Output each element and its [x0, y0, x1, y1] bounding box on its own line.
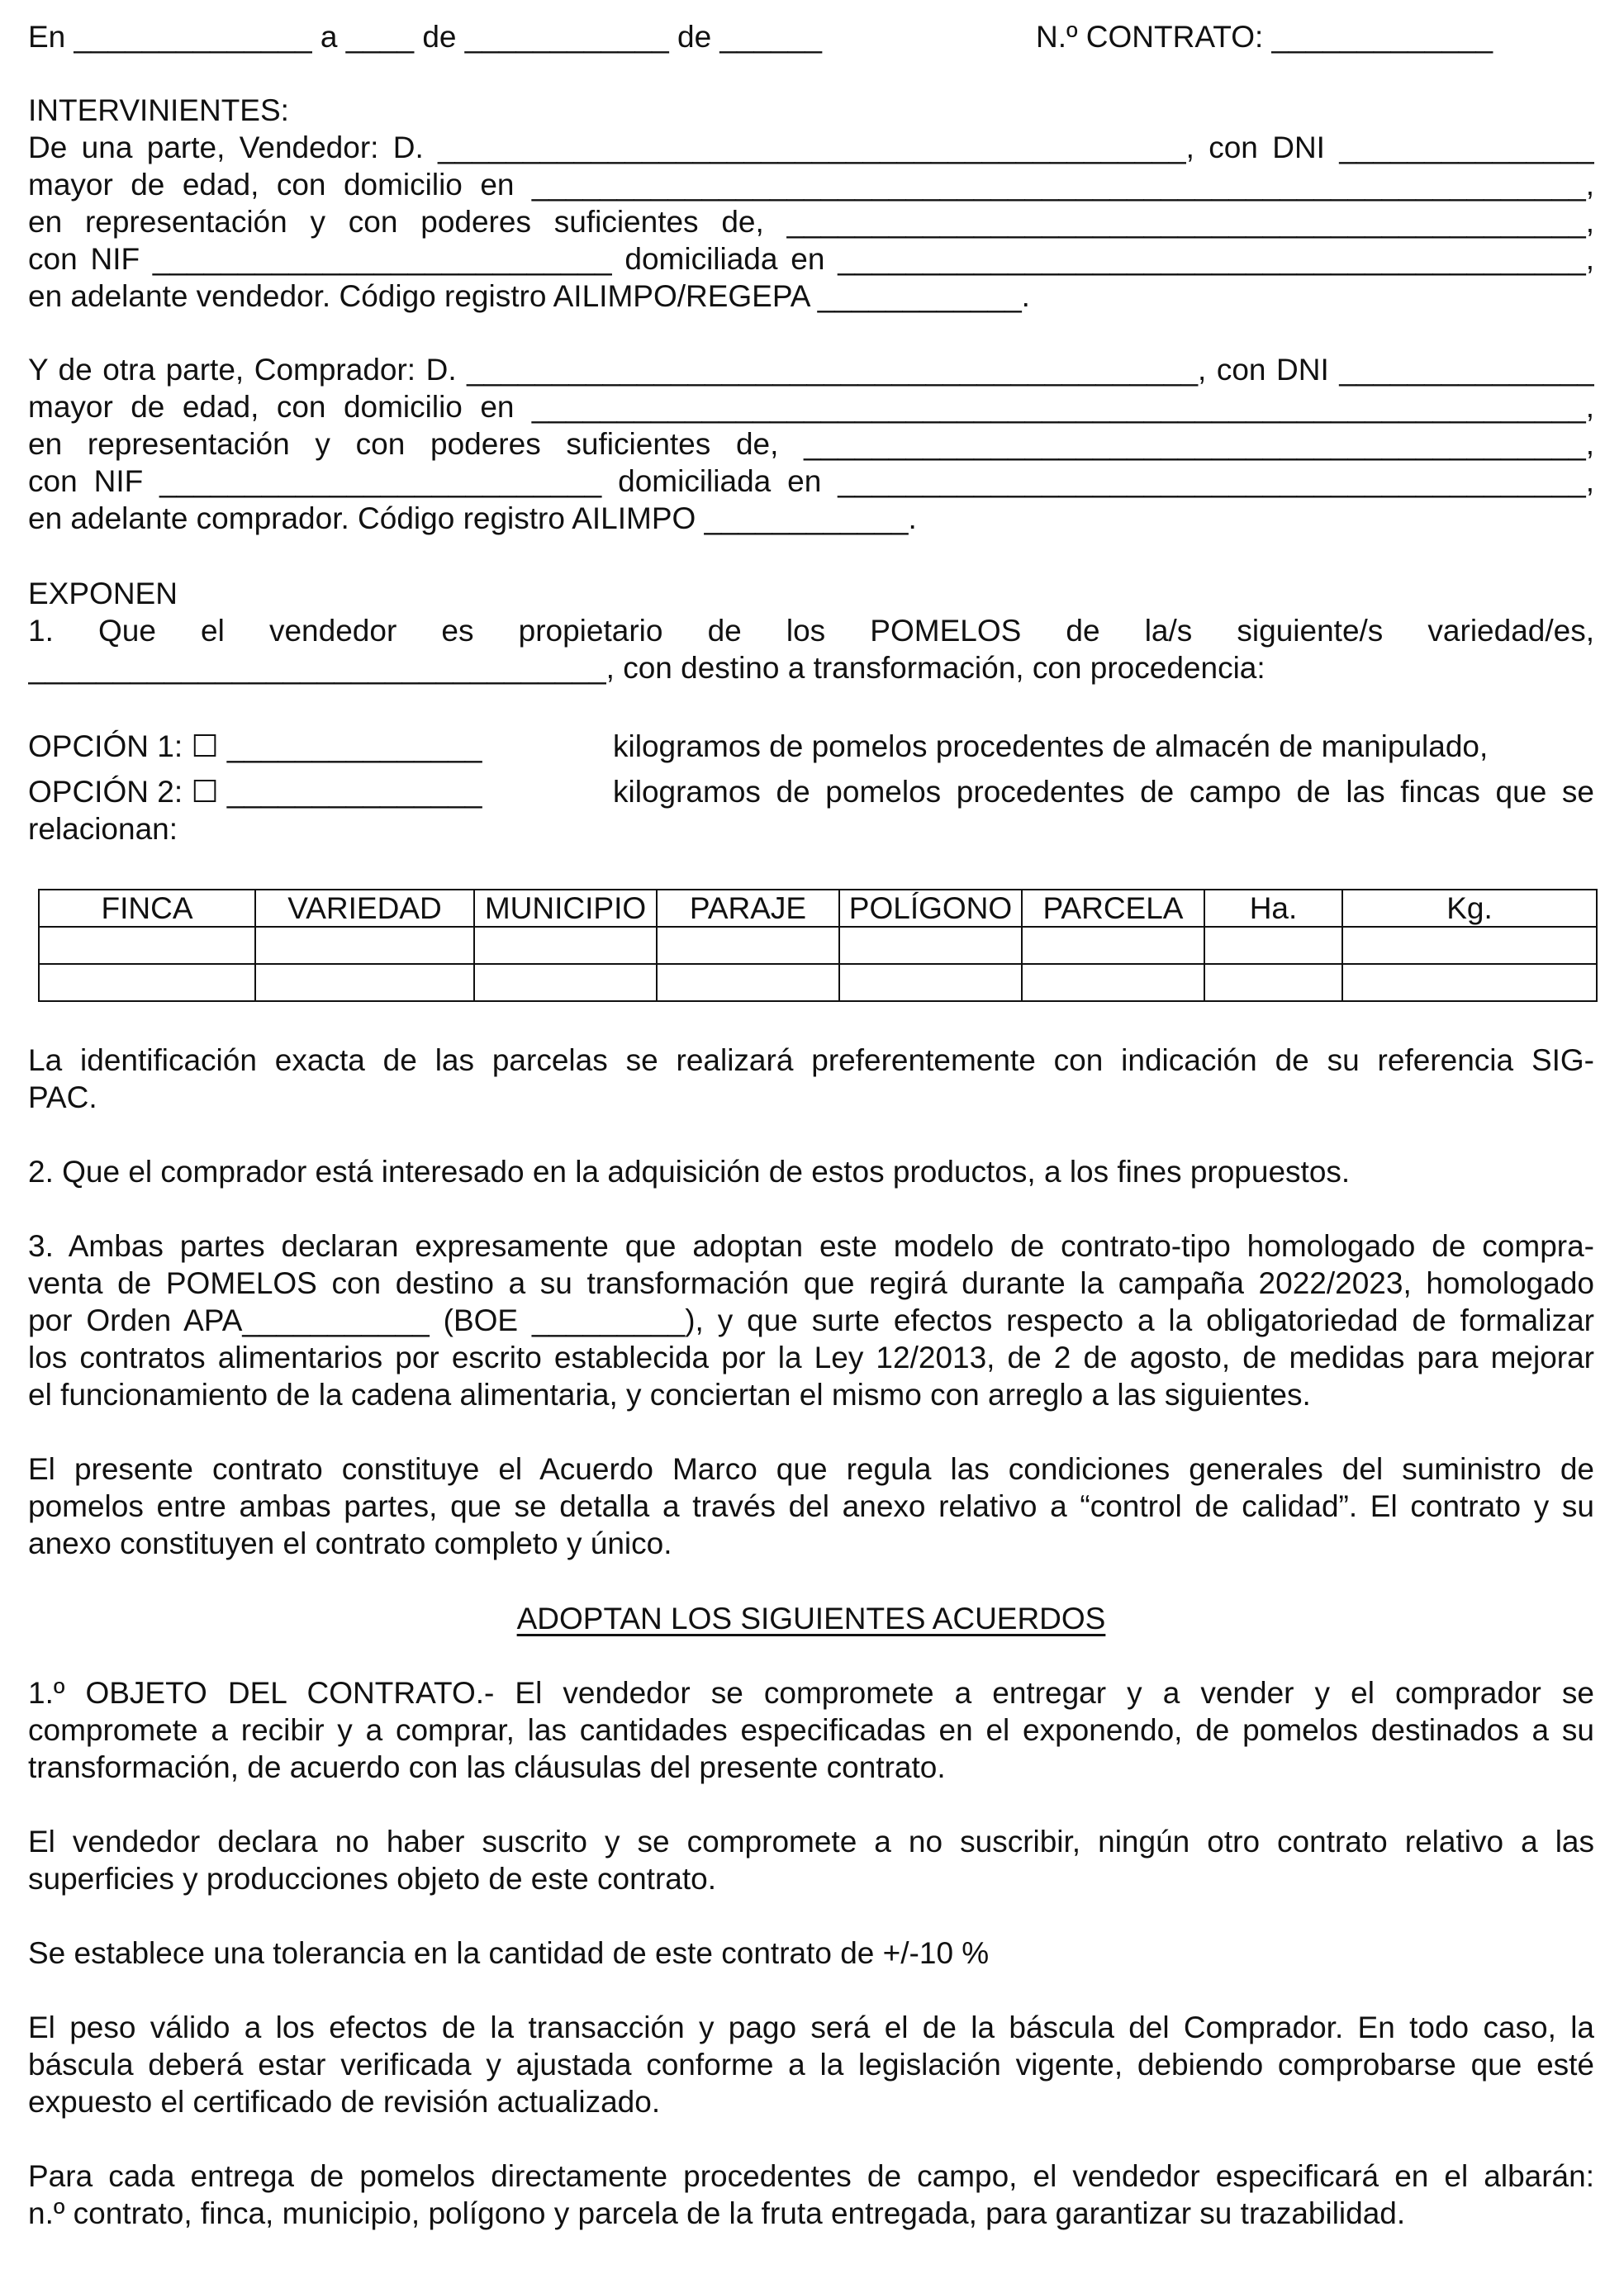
acuerdo-marco-paragraph: anexo constituyen el contrato completo y único. — [28, 1526, 672, 1560]
table-cell — [39, 964, 255, 1001]
objeto-paragraph: compromete a recibir y a comprar, las cantidades especificadas en el exponendo, de pomelos destinados a su — [28, 1713, 1594, 1747]
parcels-table — [38, 889, 1598, 1002]
table-header-cell: PARCELA — [1022, 890, 1204, 927]
peso-paragraph: El peso válido a los efectos de la transacción y pago será el de la báscula del Comprador. En todo caso, la — [28, 2011, 1594, 2044]
objeto-paragraph: transformación, de acuerdo con las cláusulas del presente contrato. — [28, 1750, 946, 1784]
exponen-item3: los contratos alimentarios por escrito establecida por la Ley 12/2013, de 2 de agosto, de medidas para mejorar — [28, 1341, 1594, 1374]
table-header-cell: FINCA — [39, 890, 255, 927]
exponen-item2: 2. Que el comprador está interesado en la adquisición de estos productos, a los fines propuestos. — [28, 1155, 1351, 1189]
table-cell — [39, 927, 255, 964]
table-cell — [839, 964, 1022, 1001]
exponen-item1: __________________________________, con destino a transformación, con procedencia: — [28, 651, 1265, 685]
table-header-cell: POLÍGONO — [839, 890, 1022, 927]
option2-label: OPCIÓN 2: ☐ _______________ — [28, 775, 482, 809]
exponen-title: EXPONEN — [28, 577, 178, 610]
peso-paragraph: báscula deberá estar verificada y ajustada conforme a la legislación vigente, debiendo comprobarse que esté — [28, 2048, 1594, 2082]
exponen-item3: venta de POMELOS con destino a su transformación que regirá durante la campaña 2022/2023, homologado — [28, 1266, 1594, 1300]
date-line: En ______________ a ____ de ____________ de ______ — [28, 20, 822, 54]
option1-text: kilogramos de pomelos procedentes de almacén de manipulado, — [613, 729, 1489, 763]
table-cell — [255, 964, 474, 1001]
table-header-cell: MUNICIPIO — [474, 890, 657, 927]
table-cell — [1204, 927, 1342, 964]
option1-label: OPCIÓN 1: ☐ _______________ — [28, 729, 482, 763]
peso-paragraph: expuesto el certificado de revisión actualizado. — [28, 2085, 661, 2119]
vendedor-line: con NIF ___________________________ domiciliada en ____________________________________________, — [28, 242, 1594, 276]
table-header-cell: Ha. — [1204, 890, 1342, 927]
sigpac-paragraph: PAC. — [28, 1080, 97, 1114]
comprador-line: Y de otra parte, Comprador: D. ___________________________________________, con DNI _______________ — [28, 353, 1594, 387]
table-cell — [1022, 927, 1204, 964]
tolerancia-paragraph: Se establece una tolerancia en la cantidad de este contrato de +/-10 % — [28, 1936, 990, 1970]
table-row — [39, 964, 1597, 1001]
entrega-paragraph: Para cada entrega de pomelos directamente procedentes de campo, el vendedor especificará en el albarán: — [28, 2159, 1594, 2193]
vendedor-line: en representación y con poderes suficientes de, _______________________________________________, — [28, 205, 1594, 239]
sigpac-paragraph: La identificación exacta de las parcelas se realizará preferentemente con indicación de su referencia SIG- — [28, 1043, 1594, 1077]
table-cell — [839, 927, 1022, 964]
table-cell — [474, 927, 657, 964]
table-cell — [657, 927, 839, 964]
table-cell — [1022, 964, 1204, 1001]
objeto-paragraph: 1.º OBJETO DEL CONTRATO.- El vendedor se compromete a entregar y a vender y el comprador se — [28, 1676, 1594, 1710]
option2-continuation: relacionan: — [28, 812, 178, 846]
table-cell — [1342, 964, 1597, 1001]
intervinientes-title: INTERVINIENTES: — [28, 93, 289, 127]
table-row — [39, 927, 1597, 964]
entrega-paragraph: n.º contrato, finca, municipio, polígono y parcela de la fruta entregada, para garantizar su trazabilidad. — [28, 2196, 1406, 2230]
table-cell — [1204, 964, 1342, 1001]
option2-text: kilogramos de pomelos procedentes de campo de las fincas que se — [613, 775, 1594, 809]
exponen-item3: el funcionamiento de la cadena alimentaria, y conciertan el mismo con arreglo a las siguientes. — [28, 1378, 1311, 1412]
acuerdos-heading-text: ADOPTAN LOS SIGUIENTES ACUERDOS — [516, 1602, 1106, 1635]
declara-paragraph: El vendedor declara no haber suscrito y se compromete a no suscribir, ningún otro contrato relativo a las — [28, 1825, 1594, 1859]
comprador-line: en adelante comprador. Código registro AILIMPO ____________. — [28, 501, 917, 535]
contract-number: N.º CONTRATO: _____________ — [1036, 20, 1493, 54]
table-header-cell: VARIEDAD — [255, 890, 474, 927]
acuerdos-heading — [28, 1600, 1594, 1637]
table-cell — [255, 927, 474, 964]
comprador-line: con NIF __________________________ domiciliada en ____________________________________________, — [28, 464, 1594, 498]
table-header-row — [39, 890, 1597, 927]
table-cell — [657, 964, 839, 1001]
comprador-line: en representación y con poderes suficientes de, ______________________________________________, — [28, 427, 1594, 461]
acuerdo-marco-paragraph: El presente contrato constituye el Acuerdo Marco que regula las condiciones generales del suministro de — [28, 1452, 1594, 1486]
vendedor-line: mayor de edad, con domicilio en ______________________________________________________________, — [28, 168, 1594, 202]
comprador-line: mayor de edad, con domicilio en ______________________________________________________________, — [28, 390, 1594, 424]
table-header-cell: Kg. — [1342, 890, 1597, 927]
vendedor-line: en adelante vendedor. Código registro AILIMPO/REGEPA ____________. — [28, 279, 1030, 313]
exponen-item3: 3. Ambas partes declaran expresamente que adoptan este modelo de contrato-tipo homologado de compra- — [28, 1229, 1594, 1263]
table-header-cell: PARAJE — [657, 890, 839, 927]
declara-paragraph: superficies y producciones objeto de este contrato. — [28, 1862, 716, 1896]
acuerdo-marco-paragraph: pomelos entre ambas partes, que se detalla a través del anexo relativo a “control de calidad”. El contrato y su — [28, 1489, 1594, 1523]
exponen-item1: 1. Que el vendedor es propietario de los POMELOS de la/s siguiente/s variedad/es, — [28, 614, 1594, 648]
exponen-item3: por Orden APA___________ (BOE _________), y que surte efectos respecto a la obligatoriedad de formalizar — [28, 1303, 1594, 1337]
vendedor-line: De una parte, Vendedor: D. ____________________________________________, con DNI _______________ — [28, 131, 1594, 164]
table-cell — [1342, 927, 1597, 964]
table-cell — [474, 964, 657, 1001]
